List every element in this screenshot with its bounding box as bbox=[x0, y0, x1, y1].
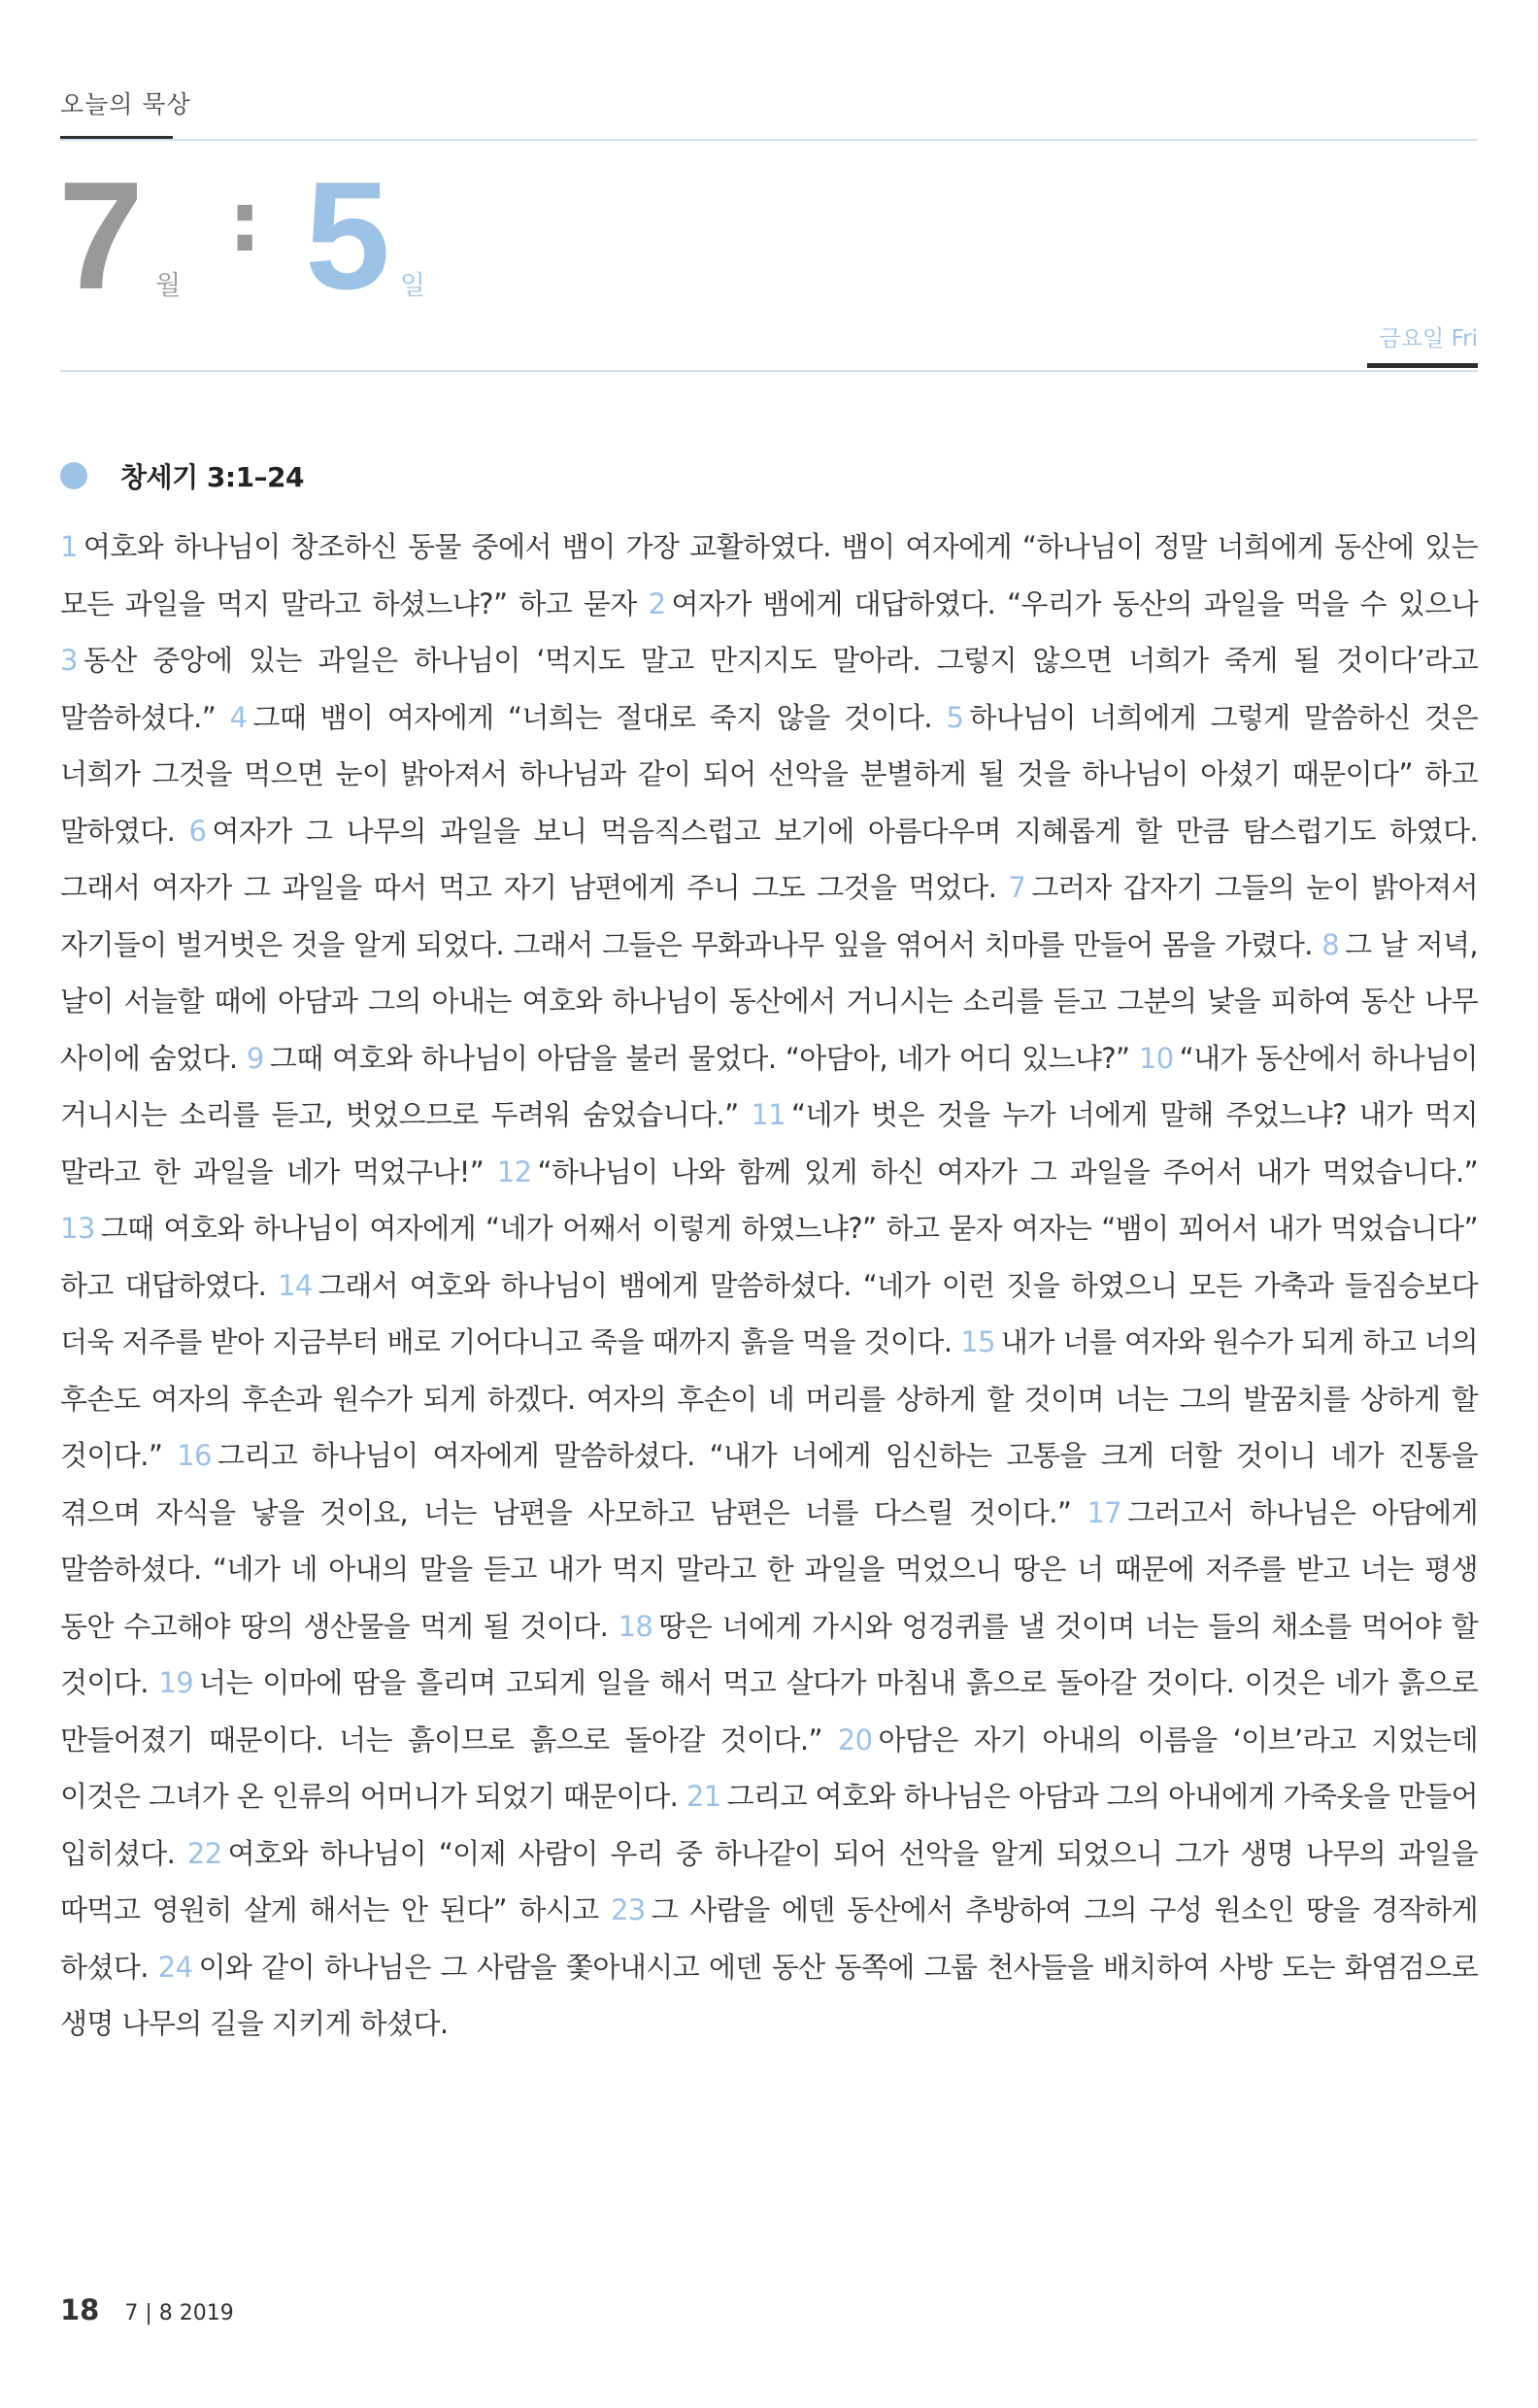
verse-text: “네가 벗은 것을 누가 너에게 말해 주었느냐? 내가 먹지 말라고 한 과일을 네가 먹었구나!” bbox=[60, 1098, 1478, 1188]
verse-number: 5 bbox=[946, 700, 964, 734]
verse-number: 4 bbox=[229, 700, 248, 734]
verse-text: 그래서 여호와 하나님이 뱀에게 말씀하셨다. “네가 이런 짓을 하였으니 모든 가축과 들짐승보다 더욱 저주를 받아 지금부터 배로 기어다니고 죽을 때까지 흙을 먹을 것이다. bbox=[60, 1268, 1479, 1358]
verse-number: 19 bbox=[158, 1666, 194, 1699]
verse-number: 18 bbox=[618, 1609, 653, 1643]
verse-text: 그때 여호와 하나님이 아담을 불러 물었다. “아담아, 네가 어디 있느냐?” bbox=[269, 1041, 1130, 1075]
verse-number: 3 bbox=[60, 644, 78, 677]
date-separator: : bbox=[228, 174, 262, 271]
verse-number: 7 bbox=[1008, 871, 1026, 904]
footer bbox=[60, 2293, 234, 2326]
verse-number: 20 bbox=[837, 1722, 873, 1756]
day-unit: 일 bbox=[400, 271, 426, 301]
verse-number: 1 bbox=[60, 530, 78, 563]
verse-number: 23 bbox=[610, 1893, 646, 1926]
verse bbox=[247, 1042, 1130, 1075]
verse-text: 너는 이마에 땀을 흘리며 고되게 일을 해서 먹고 살다가 마침내 흙으로 돌아갈 것이다. 이것은 네가 흙으로 만들어졌기 때문이다. 너는 흙이므로 흙으로 돌아갈 것이다.” bbox=[60, 1666, 1478, 1756]
verse bbox=[60, 1951, 1478, 2041]
month-unit: 월 bbox=[155, 271, 182, 301]
verse-number: 10 bbox=[1138, 1041, 1174, 1075]
weekday-label: 금요일 Fri bbox=[1379, 326, 1478, 351]
verse-text: 그 사람을 에덴 동산에서 추방하여 그의 구성 원소인 땅을 경작하게 하셨다. bbox=[60, 1893, 1478, 1984]
verse-text: 이와 같이 하나님은 그 사람을 쫓아내시고 에덴 동산 동쪽에 그룹 천사들을 배치하여 사방 도는 화염검으로 생명 나무의 길을 지키게 하셨다. bbox=[60, 1950, 1478, 2040]
verse-number: 21 bbox=[685, 1780, 721, 1813]
verse-number: 9 bbox=[246, 1041, 264, 1075]
verse-text: 그러자 갑자기 그들의 눈이 밝아져서 자기들이 벌거벗은 것을 알게 되었다. 그래서 그들은 무화과나무 잎을 엮어서 치마를 만들어 몸을 가렸다. bbox=[60, 871, 1479, 961]
verse-text: 여호와 하나님이 창조하신 동물 중에서 뱀이 가장 교활하였다. 뱀이 여자에게 “하나님이 정말 너희에게 동산에 있는 모든 과일을 먹지 말라고 하셨느냐?” 하고 묻자 bbox=[60, 530, 1478, 620]
verse-number: 17 bbox=[1087, 1495, 1122, 1529]
verse-text: 하나님이 너희에게 그렇게 말씀하신 것은 너희가 그것을 먹으면 눈이 밝아져서 하나님과 같이 되어 선악을 분별하게 될 것을 하나님이 아셨기 때문이다” 하고 말하였다. bbox=[60, 700, 1478, 848]
verse-text: 그때 뱀이 여자에게 “너희는 절대로 죽지 않을 것이다. bbox=[252, 700, 933, 734]
verse bbox=[497, 1155, 1478, 1188]
divider-rule bbox=[60, 370, 1478, 372]
verse-text: 동산 중앙에 있는 과일은 하나님이 ‘먹지도 말고 만지지도 말아라. 그렇지 않으면 너희가 죽게 될 것이다’라고 말씀하셨다.” bbox=[60, 644, 1478, 734]
scripture-body bbox=[60, 518, 1478, 2053]
verse-number: 6 bbox=[188, 814, 207, 848]
verse-number: 22 bbox=[186, 1836, 222, 1870]
bullet-icon bbox=[60, 462, 87, 489]
header-rule bbox=[60, 139, 1478, 141]
verse-text: “하나님이 나와 함께 있게 하신 여자가 그 과일을 주어서 내가 먹었습니다.” bbox=[537, 1154, 1479, 1188]
verse-text: 여자가 뱀에게 대답하였다. “우리가 동산의 과일을 먹을 수 있으나 bbox=[671, 586, 1478, 620]
verse-text: 그리고 여호와 하나님은 아담과 그의 아내에게 가죽옷을 만들어 입히셨다. bbox=[60, 1780, 1479, 1870]
verse bbox=[230, 701, 932, 734]
passage-heading bbox=[60, 456, 304, 495]
month-number: 7 bbox=[58, 150, 144, 321]
verse-text: 여자가 그 나무의 과일을 보니 먹음직스럽고 보기에 아름다우며 지혜롭게 할 만큼 탐스럽기도 하였다. 그래서 여자가 그 과일을 따서 먹고 자기 남편에게 주니 그도 그것을 먹었다. bbox=[60, 814, 1479, 904]
verse-text: “내가 동산에서 하나님이 거니시는 소리를 듣고, 벗었으므로 두려워 숨었습니다.” bbox=[60, 1041, 1478, 1131]
verse-number: 14 bbox=[278, 1268, 313, 1302]
verse-text: 그 날 저녁, 날이 서늘할 때에 아담과 그의 아내는 여호와 하나님이 동산에서 거니시는 소리를 듣고 그분의 낯을 피하여 동산 나무 사이에 숨었다. bbox=[60, 927, 1478, 1075]
page-number: 18 bbox=[60, 2293, 100, 2326]
section-label: 오늘의 묵상 bbox=[60, 90, 191, 118]
verse-text: 땅은 너에게 가시와 엉겅퀴를 낼 것이며 너는 들의 채소를 먹어야 할 것이다. bbox=[60, 1609, 1478, 1699]
passage-title: 창세기 3:1–24 bbox=[120, 461, 305, 493]
verse-number: 13 bbox=[60, 1212, 95, 1245]
verse-number: 24 bbox=[157, 1950, 193, 1984]
verse-text: 내가 너를 여자와 원수가 되게 하고 너의 후손도 여자의 후손과 원수가 되게 하겠다. 여자의 후손이 네 머리를 상하게 할 것이며 너는 그의 발꿈치를 상하게 할 것이다.” bbox=[60, 1325, 1478, 1472]
issue-label: 7 | 8 2019 bbox=[124, 2301, 234, 2325]
weekday-rule-accent bbox=[1367, 363, 1478, 368]
verse bbox=[649, 587, 1478, 620]
verse-text: 그러고서 하나님은 아담에게 말씀하셨다. “네가 네 아내의 말을 듣고 내가 먹지 말라고 한 과일을 먹었으니 땅은 너 때문에 저주를 받고 너는 평생 동안 수고해야 땅의 생산물을 먹게 될 것이다. bbox=[60, 1495, 1479, 1643]
verse-number: 15 bbox=[960, 1325, 995, 1358]
verse-text: 그때 여호와 하나님이 여자에게 “네가 어째서 이렇게 하였느냐?” 하고 묻자 여자는 “뱀이 꾀어서 내가 먹었습니다” 하고 대답하였다. bbox=[60, 1212, 1478, 1302]
verse-number: 12 bbox=[496, 1154, 532, 1188]
verse-number: 11 bbox=[751, 1098, 786, 1131]
verse-number: 16 bbox=[177, 1439, 212, 1472]
verse-text: 아담은 자기 아내의 이름을 ‘이브’라고 지었는데 이것은 그녀가 온 인류의 어머니가 되었기 때문이다. bbox=[60, 1722, 1478, 1813]
day-number: 5 bbox=[305, 150, 390, 321]
verse-text: 여호와 하나님이 “이제 사람이 우리 중 하나같이 되어 선악을 알게 되었으니 그가 생명 나무의 과일을 따먹고 영원히 살게 해서는 안 된다” 하시고 bbox=[60, 1836, 1478, 1926]
verse-number: 2 bbox=[648, 586, 666, 620]
verse-text: 그리고 하나님이 여자에게 말씀하셨다. “내가 너에게 임신하는 고통을 크게 더할 것이니 네가 진통을 겪으며 자식을 낳을 것이요, 너는 남편을 사모하고 남편은 너를 다스릴 것이다.” bbox=[60, 1439, 1479, 1529]
verse-number: 8 bbox=[1321, 927, 1340, 961]
